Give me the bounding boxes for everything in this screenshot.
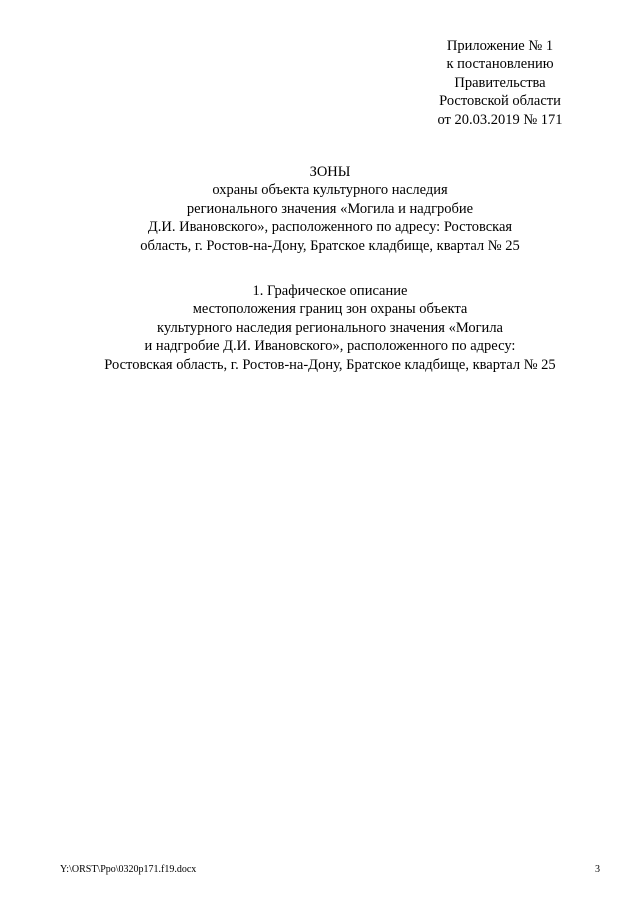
title-line: область, г. Ростов-на-Дону, Братское кладбище, квартал № 25 <box>140 237 520 254</box>
section-line: 1. Графическое описание <box>252 283 408 299</box>
section-line: Ростовская область, г. Ростов-на-Дону, Братское кладбище, квартал № 25 <box>104 356 556 373</box>
appendix-reference <box>410 37 590 129</box>
appendix-line: Ростовской области <box>439 93 561 110</box>
section-line: местоположения границ зон охраны объекта <box>192 301 468 318</box>
title-line: регионального значения «Могила и надгробие <box>186 200 474 217</box>
section-line: культурного наследия регионального значения «Могила <box>157 319 503 336</box>
appendix-line: к постановлению <box>446 56 554 73</box>
section-heading <box>60 282 600 374</box>
footer-file-path: Y:\ORST\Ppo\0320p171.f19.docx <box>60 864 197 875</box>
title-line: охраны объекта культурного наследия <box>212 182 448 199</box>
appendix-line: Правительства <box>454 74 546 91</box>
footer-page-number: 3 <box>595 864 600 875</box>
title-line: Д.И. Ивановского», расположенного по адресу: Ростовская <box>147 219 513 236</box>
document-title <box>60 163 600 255</box>
title-heading: ЗОНЫ <box>309 164 351 180</box>
appendix-line: от 20.03.2019 № 171 <box>437 111 563 128</box>
appendix-line: Приложение № 1 <box>446 38 554 54</box>
section-line: и надгробие Д.И. Ивановского», расположенного по адресу: <box>144 338 516 355</box>
